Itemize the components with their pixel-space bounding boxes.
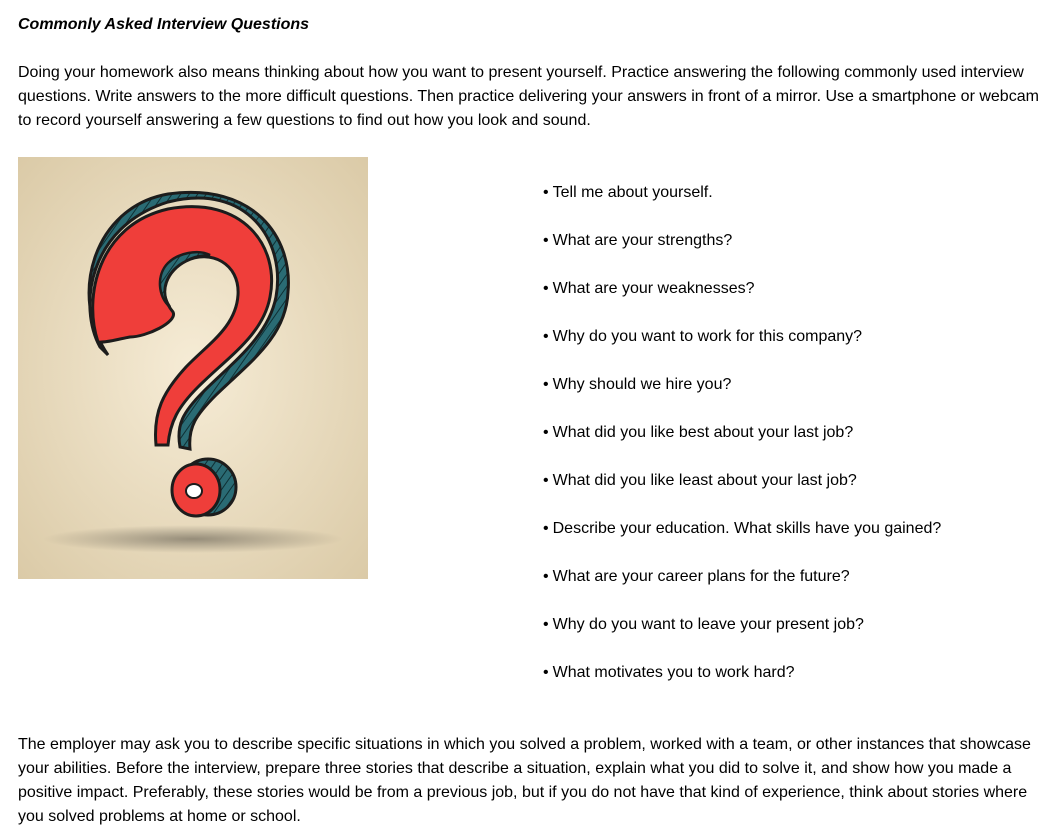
outro-paragraph: The employer may ask you to describe specific situations in which you solved a problem, worked with a team, or other instances that showcase your abilities. Before the interview, prepare three stories that describe a situation, explain what you did to solve it, and show how you made a positive impact. Preferably, these stories would be from a previous job, but if you do not have that kind of experience, think about stories where you solved problems at home or school. [18,736,1031,825]
question-mark-illustration [18,157,368,579]
question-mark-icon [18,157,368,579]
list-item: • Tell me about yourself. [543,181,941,229]
question-mark-dot [172,459,236,516]
floor-shadow [43,525,343,553]
list-item: • Describe your education. What skills have you gained? [543,517,941,565]
list-item: • What did you like best about your last job? [543,421,941,469]
list-item: • What are your career plans for the future? [543,565,941,613]
list-item: • What are your strengths? [543,229,941,277]
list-item: • Why should we hire you? [543,373,941,421]
list-item: • Why do you want to leave your present job? [543,613,941,661]
list-item: • What motivates you to work hard? [543,661,941,709]
list-item: • Why do you want to work for this company? [543,325,941,373]
list-item: • What are your weaknesses? [543,277,941,325]
page-heading: Commonly Asked Interview Questions [18,16,310,33]
intro-paragraph: Doing your homework also means thinking about how you want to present yourself. Practice answering the following commonly used interview questions. Write answers to the more difficult questions. Then practice delivering your answers in front of a mirror. Use a smartphone or webcam to record yourself answering a few questions to find out how you look and sound. [18,64,1039,129]
list-item: • What did you like least about your last job? [543,469,941,517]
interview-question-list [543,181,941,709]
